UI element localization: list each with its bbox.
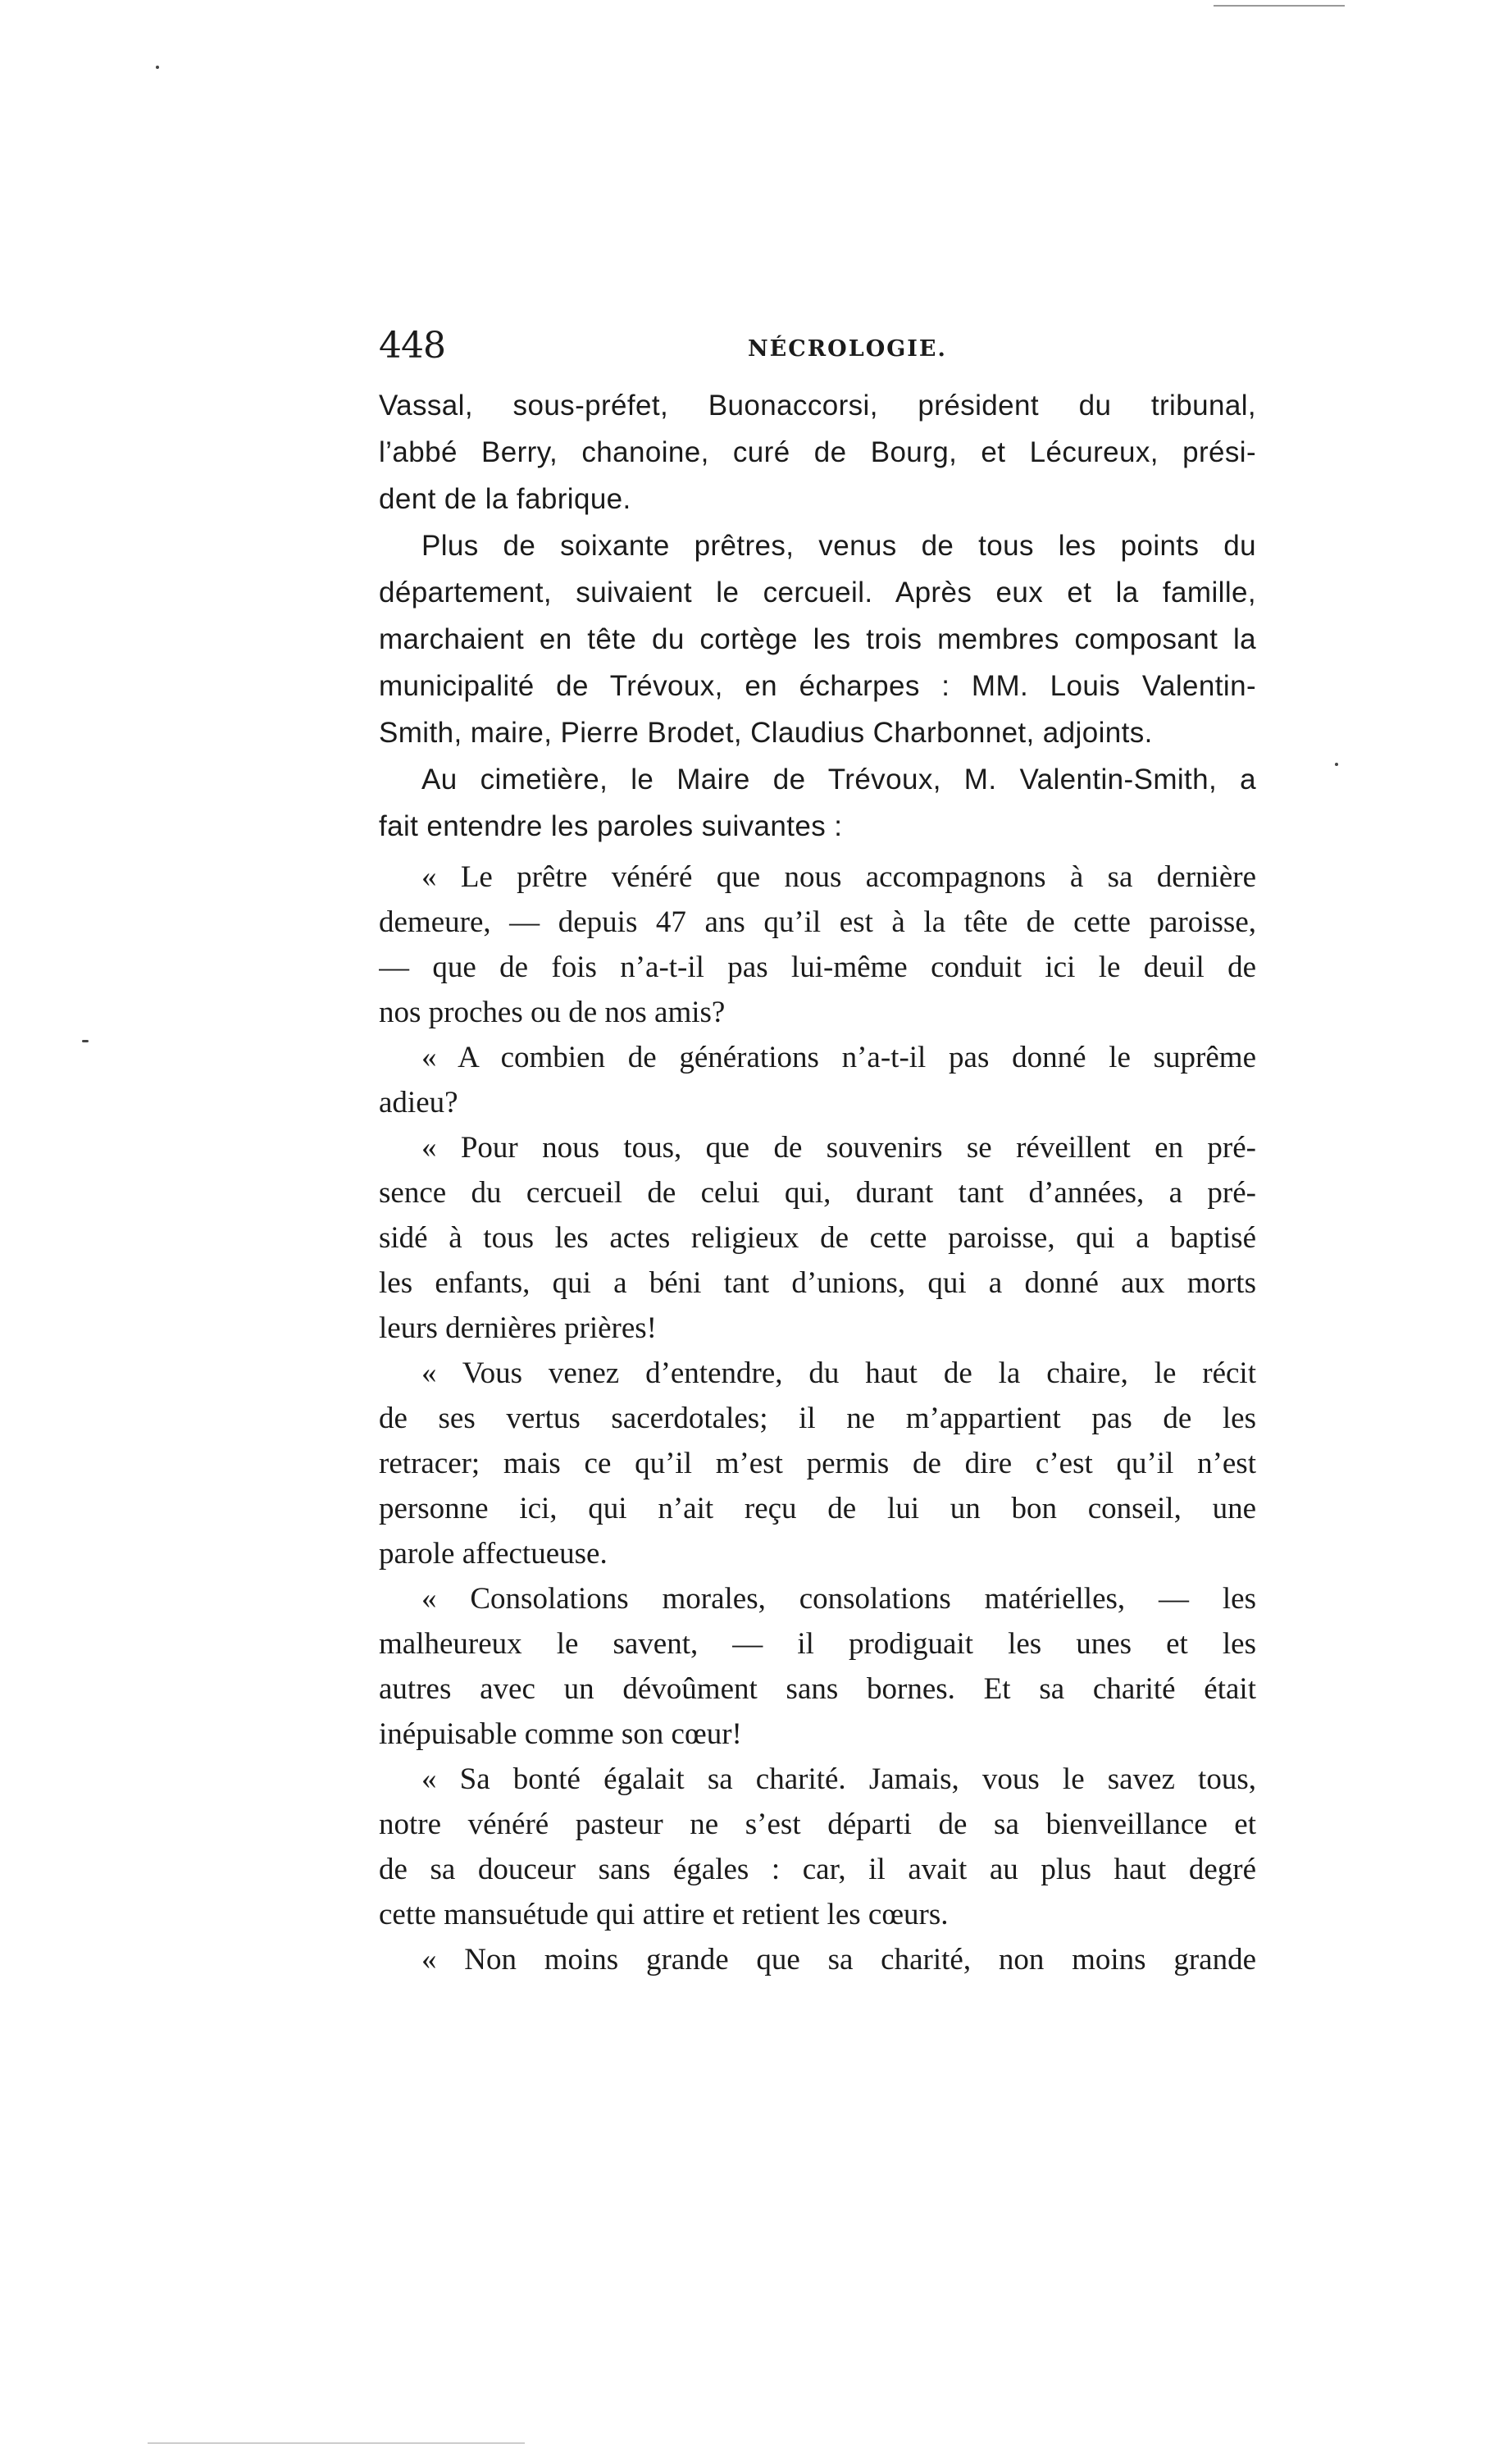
speech-line: malheureux le savent, — il prodiguait les unes et les <box>379 1627 1256 1661</box>
narrative-line: Plus de soixante prêtres, venus de tous les points du <box>421 530 1256 562</box>
speech-line: autres avec un dévoûment sans bornes. Et sa charité était <box>379 1672 1256 1706</box>
top-edge-mark <box>1214 5 1345 7</box>
speech-line: de ses vertus sacerdotales; il ne m’appartient pas de les <box>379 1402 1256 1435</box>
margin-speck <box>1335 763 1338 766</box>
running-head <box>379 321 1289 371</box>
speech-line: cette mansuétude qui attire et retient les cœurs. <box>379 1898 949 1931</box>
speech-line: nos proches ou de nos amis? <box>379 996 726 1029</box>
narrative-line: municipalité de Trévoux, en écharpes : MM. Louis Valentin- <box>379 670 1256 702</box>
margin-speck <box>156 66 159 69</box>
speech-line: « Sa bonté égalait sa charité. Jamais, vous le savez tous, <box>421 1762 1256 1796</box>
speech-line: demeure, — depuis 47 ans qu’il est à la tête de cette paroisse, <box>379 905 1256 939</box>
speech-line: parole affectueuse. <box>379 1537 608 1571</box>
narrative-line: Au cimetière, le Maire de Trévoux, M. Valentin-Smith, a <box>421 764 1256 796</box>
narrative-line: Vassal, sous-préfet, Buonaccorsi, président du tribunal, <box>379 390 1256 422</box>
page-number: 448 <box>379 325 445 367</box>
section-title: NÉCROLOGIE. <box>748 336 947 362</box>
speech-line: de sa douceur sans égales : car, il avait au plus haut degré <box>379 1853 1256 1886</box>
speech-line: « Non moins grande que sa charité, non moins grande <box>421 1943 1256 1976</box>
speech-line: retracer; mais ce qu’il m’est permis de dire c’est qu’il n’est <box>379 1447 1256 1480</box>
speech-line: « A combien de générations n’a-t-il pas donné le suprême <box>421 1041 1256 1074</box>
margin-speck <box>82 1040 89 1042</box>
speech-line: — que de fois n’a-t-il pas lui-même conduit ici le deuil de <box>379 951 1256 984</box>
speech-line: inépuisable comme son cœur! <box>379 1717 742 1751</box>
speech-line: « Pour nous tous, que de souvenirs se réveillent en pré- <box>421 1131 1256 1165</box>
speech-line: « Le prêtre vénéré que nous accompagnons à sa dernière <box>421 860 1256 894</box>
narrative-line: marchaient en tête du cortège les trois membres composant la <box>379 623 1256 655</box>
narrative-line: département, suivaient le cercueil. Après eux et la famille, <box>379 577 1256 609</box>
speech-line: leurs dernières prières! <box>379 1311 657 1345</box>
speech-line: adieu? <box>379 1086 458 1119</box>
speech-line: sidé à tous les actes religieux de cette paroisse, qui a baptisé <box>379 1221 1256 1255</box>
narrative-line: l’abbé Berry, chanoine, curé de Bourg, et Lécureux, prési- <box>379 436 1256 468</box>
speech-quotation <box>379 855 1256 1982</box>
speech-line: sence du cercueil de celui qui, durant tant d’années, a pré- <box>379 1176 1256 1210</box>
speech-line: les enfants, qui a béni tant d’unions, qui a donné aux morts <box>379 1266 1256 1300</box>
speech-line: notre vénéré pasteur ne s’est départi de sa bienveillance et <box>379 1808 1256 1841</box>
narrative-line: fait entendre les paroles suivantes : <box>379 810 843 842</box>
speech-line: « Vous venez d’entendre, du haut de la chaire, le récit <box>421 1356 1256 1390</box>
narrative-line: Smith, maire, Pierre Brodet, Claudius Charbonnet, adjoints. <box>379 717 1153 749</box>
bottom-edge-mark <box>148 2442 525 2444</box>
speech-line: personne ici, qui n’ait reçu de lui un bon conseil, une <box>379 1492 1256 1525</box>
speech-line: « Consolations morales, consolations matérielles, — les <box>421 1582 1256 1616</box>
narrative-paragraphs <box>379 382 1256 850</box>
narrative-line: dent de la fabrique. <box>379 483 631 515</box>
